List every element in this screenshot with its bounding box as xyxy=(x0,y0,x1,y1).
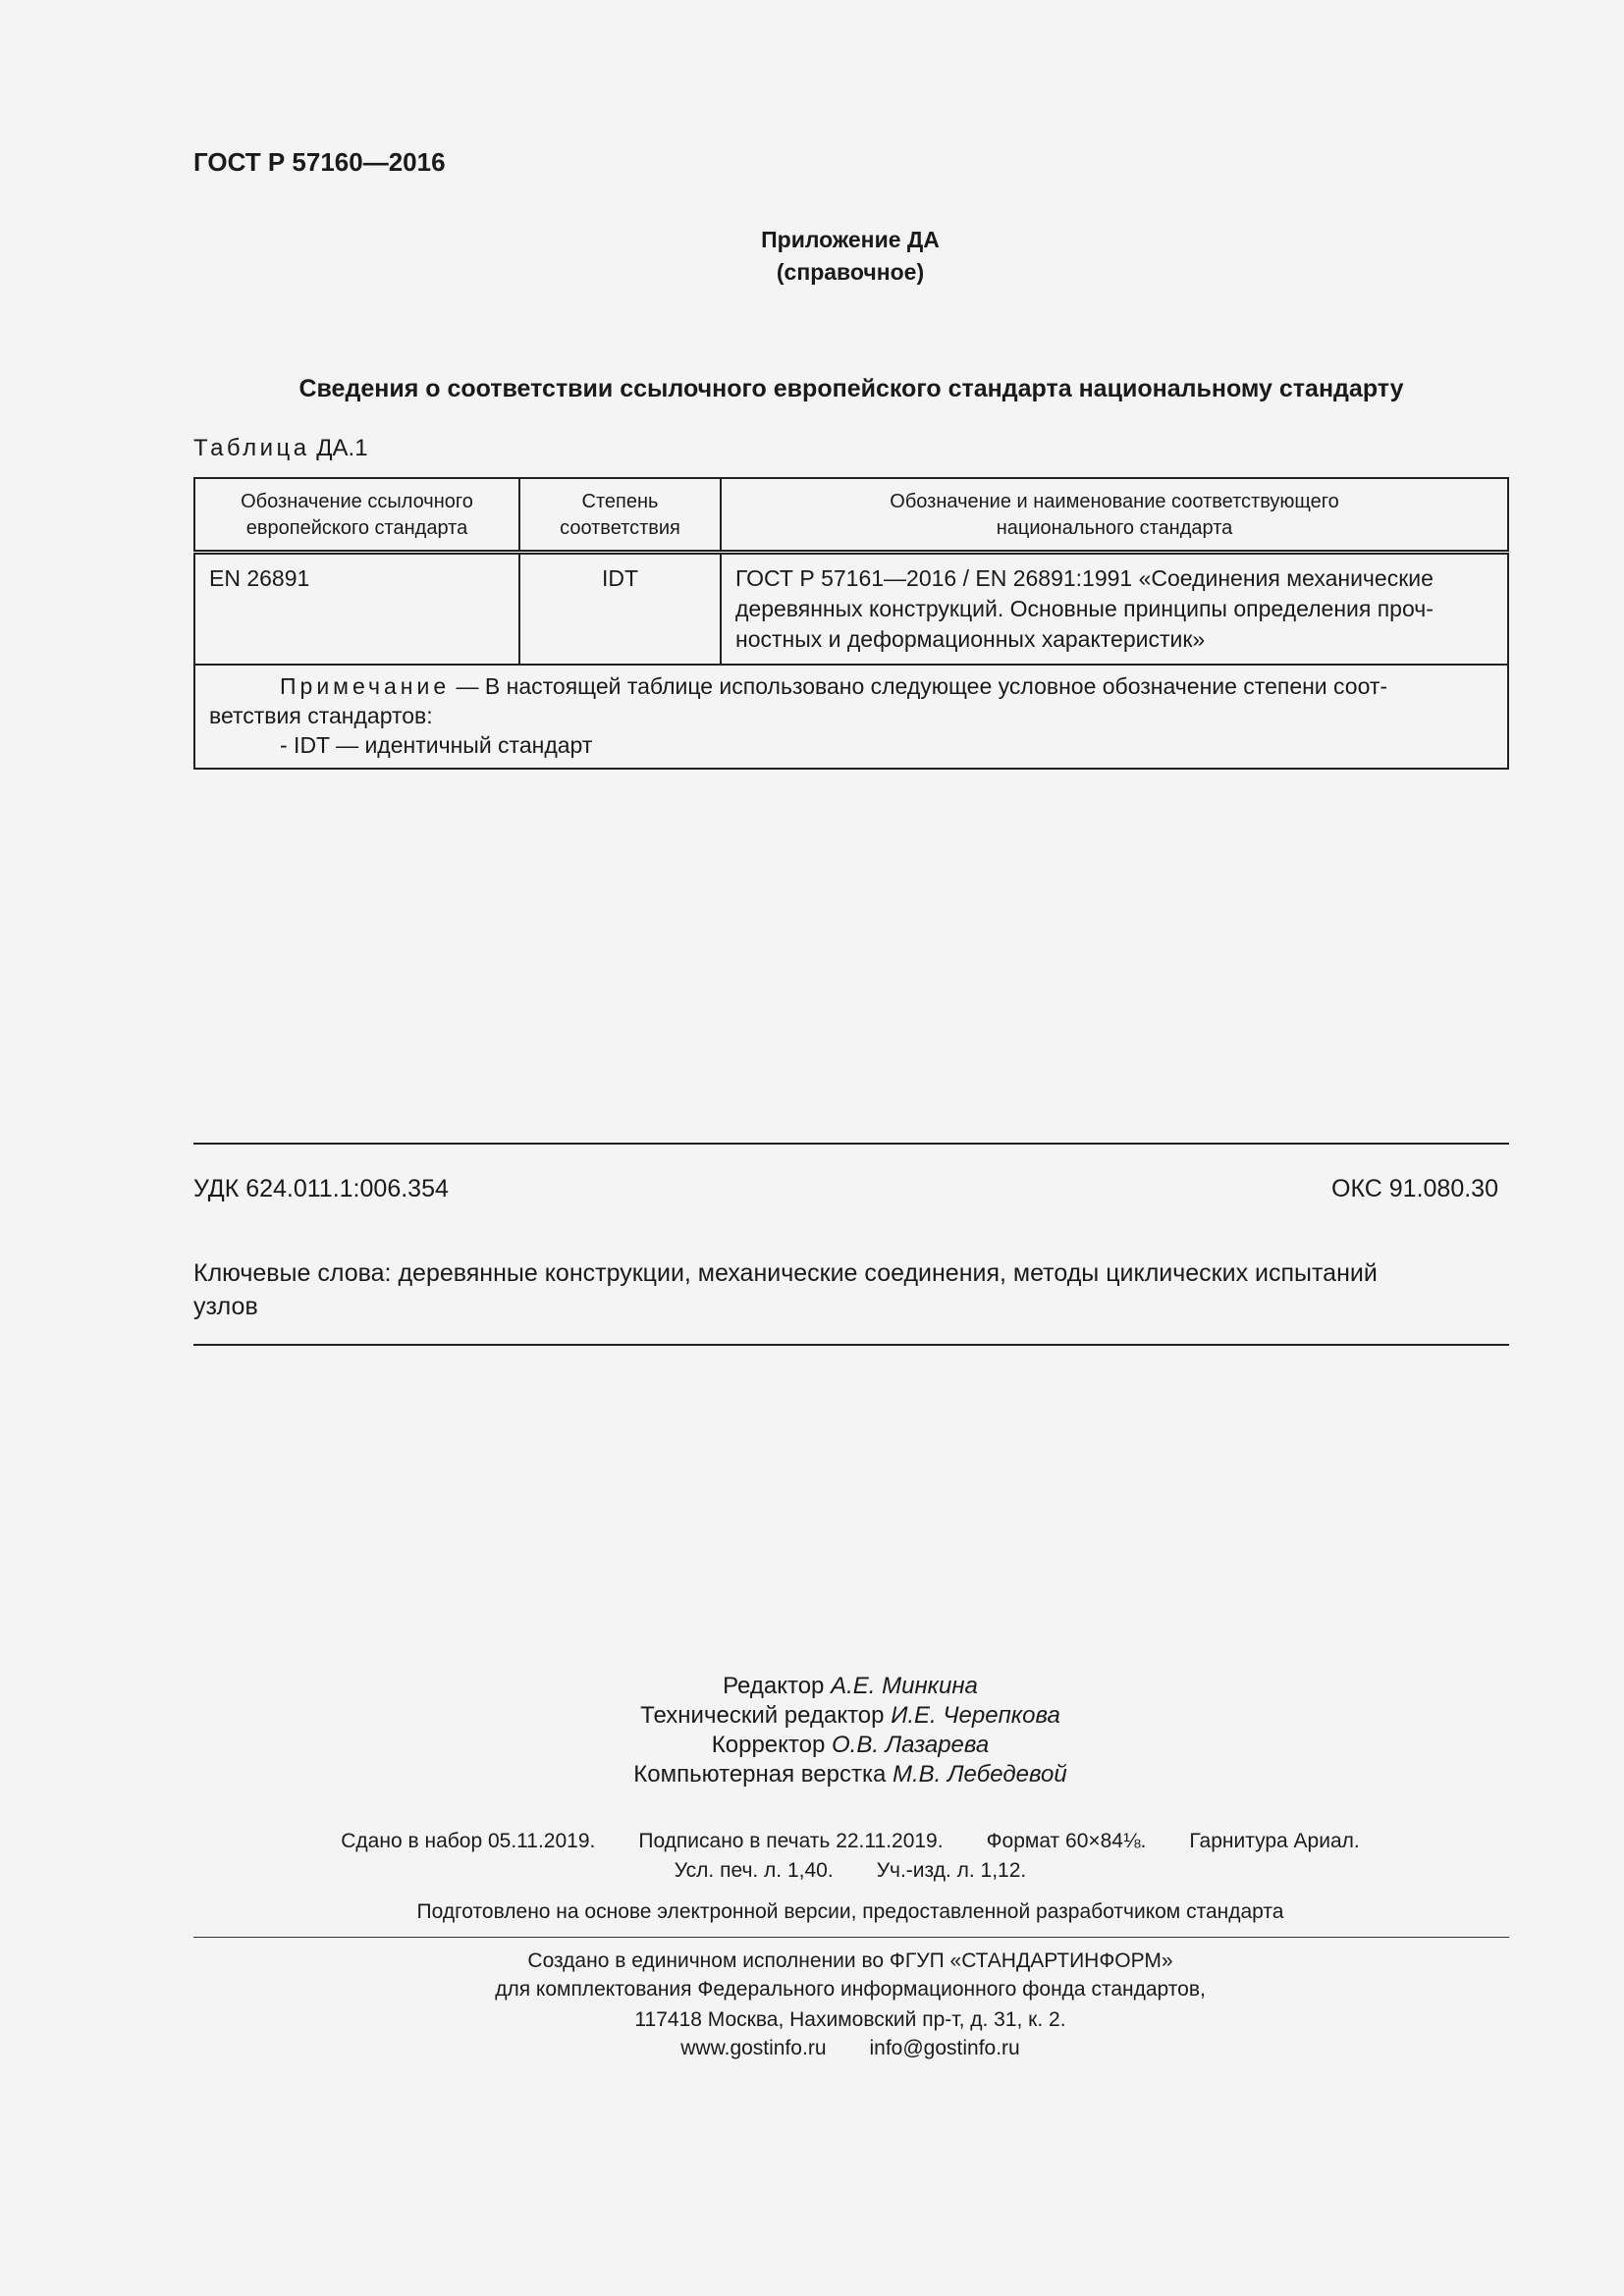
divider-footer xyxy=(193,1937,1509,1938)
note-item: - IDT — идентичный стандарт xyxy=(280,732,593,758)
header-national-standard: Обозначение и наименование соответствующего национального стандарта xyxy=(721,478,1508,553)
header-degree: Степень соответствия xyxy=(519,478,721,553)
note-text-cont: ветствия стандартов: xyxy=(209,703,433,728)
staff-layout: Компьютерная верстка М.В. Лебедевой xyxy=(633,1761,1067,1788)
document-code: ГОСТ Р 57160—2016 xyxy=(193,147,446,177)
print-format: Формат 60×84⅛. xyxy=(986,1830,1147,1852)
divider-keywords xyxy=(193,1344,1509,1346)
correspondence-table xyxy=(193,477,1509,770)
divider-top xyxy=(193,1143,1509,1145)
cell-national-standard: ГОСТ Р 57161—2016 / EN 26891:1991 «Соединения механические деревянных конструкций. Основные принципы определения проч- ностных и деформационных характеристик» xyxy=(721,553,1508,666)
address-street: 117418 Москва, Нахимовский пр-т, д. 31, к. 2. xyxy=(634,2008,1066,2031)
print-sheets: Усл. печ. л. 1,40. xyxy=(674,1859,834,1882)
print-typeset: Сдано в набор 05.11.2019. xyxy=(341,1830,596,1852)
header-ref-standard: Обозначение ссылочного европейского стандарта xyxy=(194,478,519,553)
publisher-address xyxy=(0,2005,1624,2062)
cell-degree: IDT xyxy=(519,553,721,666)
staff-credits xyxy=(0,1672,1624,1789)
oks-code: ОКС 91.080.30 xyxy=(1331,1175,1498,1202)
appendix-type: (справочное) xyxy=(776,259,925,285)
prepared-note: Подготовлено на основе электронной версии, предоставленной разработчиком стандарта xyxy=(416,1900,1284,1923)
udk-code: УДК 624.011.1:006.354 xyxy=(193,1175,449,1202)
website-link[interactable]: www.gostinfo.ru xyxy=(680,2037,827,2059)
note-text: — В настоящей таблице использовано следующее условное обозначение степени соот- xyxy=(450,673,1388,699)
print-edition-sheets: Уч.-изд. л. 1,12. xyxy=(876,1859,1027,1882)
staff-proofreader: Корректор О.В. Лазарева xyxy=(711,1732,990,1758)
table-note-row xyxy=(194,665,1508,769)
section-title: Сведения о соответствии ссылочного европейского стандарта национальному стандарту xyxy=(298,375,1404,402)
appendix-title: Приложение ДА xyxy=(761,227,940,252)
cell-ref-standard: EN 26891 xyxy=(194,553,519,666)
table-row xyxy=(194,553,1508,666)
print-font: Гарнитура Ариал. xyxy=(1189,1830,1360,1852)
table-label-word: Таблица xyxy=(193,435,310,461)
created-note: Создано в единичном исполнении во ФГУП «СТАНДАРТИНФОРМ» для комплектования Федерального информационного фонда стандартов, xyxy=(495,1949,1206,2001)
email-link[interactable]: info@gostinfo.ru xyxy=(869,2037,1020,2059)
print-info xyxy=(0,1827,1624,1886)
table-label xyxy=(193,435,368,462)
staff-editor: Редактор А.Е. Минкина xyxy=(723,1673,978,1699)
keywords: Ключевые слова: деревянные конструкции, механические соединения, методы циклических испытаний узлов xyxy=(193,1259,1378,1320)
appendix-heading xyxy=(0,224,1624,289)
staff-tech-editor: Технический редактор И.Е. Черепкова xyxy=(640,1702,1060,1729)
table-label-number: ДА.1 xyxy=(316,435,368,461)
print-signed: Подписано в печать 22.11.2019. xyxy=(638,1830,944,1852)
note-label: Примечание xyxy=(280,673,451,699)
table-note xyxy=(194,665,1508,769)
table-header-row xyxy=(194,478,1508,553)
